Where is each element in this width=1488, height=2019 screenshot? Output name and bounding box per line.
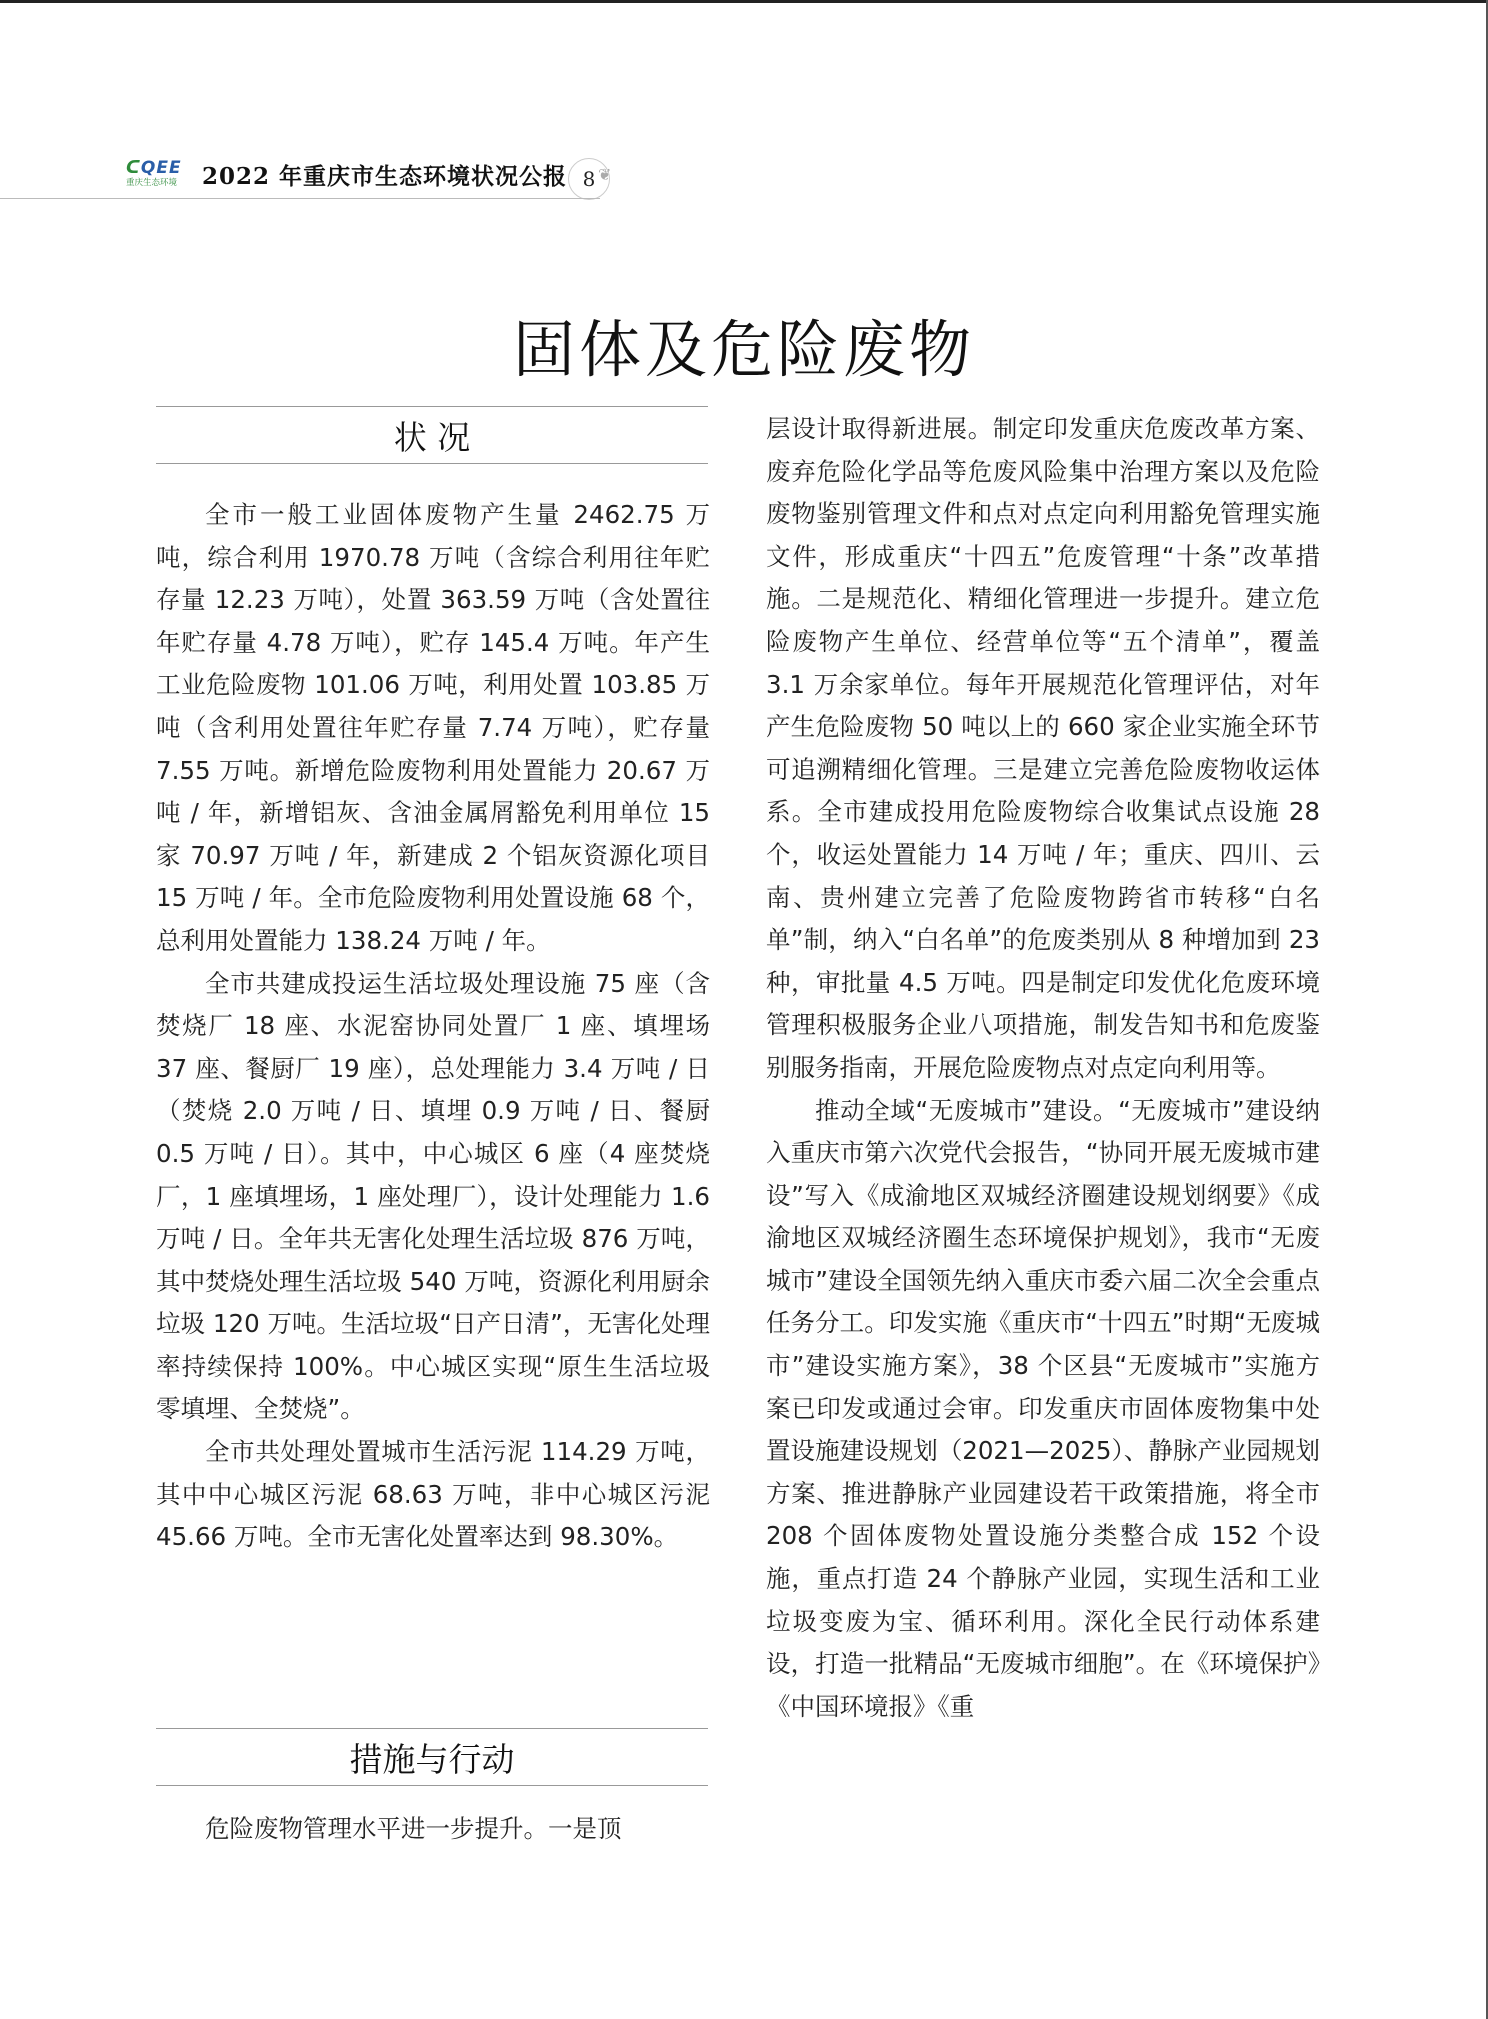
report-title: 2022 年重庆市生态环境状况公报 (202, 163, 568, 190)
paragraph-actions-intro: 危险废物管理水平进一步提升。一是顶 (205, 1814, 622, 1843)
chapter-title: 固体及危险废物 (512, 312, 975, 386)
right-column (766, 408, 1320, 1728)
header-divider (0, 198, 600, 199)
paragraph-zero-waste-city: 推动全域“无废城市”建设。“无废城市”建设纳入重庆市第六次党代会报告，“协同开展无废城市建设”写入《成渝地区双城经济圈建设规划纲要》《成渝地区双城经济圈生态环境保护规划》，我市“无废城市”建设全国领先纳入重庆市委六届二次全会重点任务分工。印发实施《重庆市“十四五”时期“无废城市”建设实施方案》，38 个区县“无废城市”实施方案已印发或通过会审。印发重庆市固体废物集中处置设施建设规划（2021—2025）、静脉产业园规划方案、推进静脉产业园建设若干政策措施，将全市 208 个固体废物处置设施分类整合成 152 个设施，重点打造 24 个静脉产业园，实现生活和工业垃圾变废为宝、循环利用。深化全民行动体系建设，打造一批精品“无废城市细胞”。在《环境保护》《中国环境报》《重 (766, 1095, 1320, 1721)
paragraph-domestic-waste: 全市共建成投运生活垃圾处理设施 75 座（含焚烧厂 18 座、水泥窑协同处置厂 1 座、填埋场 37 座、餐厨厂 19 座），总处理能力 3.4 万吨 / 日（焚烧 2.0 万吨 / 日、填埋 0.9 万吨 / 日、餐厨 0.5 万吨 / 日）。其中，中心城区 6 座（4 座焚烧厂，1 座填埋场，1 座处理厂），设计处理能力 1.6 万吨 / 日。全年共无害化处理生活垃圾 876 万吨，其中焚烧处理生活垃圾 540 万吨，资源化利用厨余垃圾 120 万吨。生活垃圾“日产日清”，无害化处理率持续保持 100%。中心城区实现“原生生活垃圾零填埋、全焚烧”。 (156, 968, 710, 1424)
page-top-border (0, 0, 1488, 3)
left-column (156, 494, 710, 1559)
section-heading-status: 状 况 (156, 406, 708, 464)
paragraph-sludge: 全市共处理处置城市生活污泥 114.29 万吨，其中中心城区污泥 68.63 万吨，非中心城区污泥 45.66 万吨。全市无害化处置率达到 98.30%。 (156, 1437, 710, 1552)
logo-mark: ᑕQEE (126, 158, 182, 178)
cqee-logo (126, 160, 192, 194)
logo-text: 重庆生态环境 (126, 178, 178, 188)
paragraph-industrial-waste: 全市一般工业固体废物产生量 2462.75 万吨，综合利用 1970.78 万吨（含综合利用往年贮存量 12.23 万吨），处置 363.59 万吨（含处置往年贮存量 4.78 万吨），贮存 145.4 万吨。年产生工业危险废物 101.06 万吨，利用处置 103.85 万吨（含利用处置往年贮存量 7.74 万吨），贮存量 7.55 万吨。新增危险废物利用处置能力 20.67 万吨 / 年，新增铝灰、含油金属屑豁免利用单位 15 家 70.97 万吨 / 年，新建成 2 个铝灰资源化项目 15 万吨 / 年。全市危险废物利用处置设施 68 个，总利用处置能力 138.24 万吨 / 年。 (156, 500, 710, 955)
laurel-icon: ❦ (598, 165, 612, 184)
left-column-actions (156, 1808, 710, 1851)
page-number: 8 (582, 167, 596, 191)
section-heading-actions: 措施与行动 (156, 1728, 708, 1786)
paragraph-hazardous-management: 层设计取得新进展。制定印发重庆危废改革方案、废弃危险化学品等危废风险集中治理方案以及危险废物鉴别管理文件和点对点定向利用豁免管理实施文件，形成重庆“十四五”危废管理“十条”改革措施。二是规范化、精细化管理进一步提升。建立危险废物产生单位、经营单位等“五个清单”，覆盖 3.1 万余家单位。每年开展规范化管理评估，对年产生危险废物 50 吨以上的 660 家企业实施全环节可追溯精细化管理。三是建立完善危险废物收运体系。全市建成投用危险废物综合收集试点设施 28 个，收运处置能力 14 万吨 / 年；重庆、四川、云南、贵州建立完善了危险废物跨省市转移“白名单”制，纳入“白名单”的危废类别从 8 种增加到 23 种，审批量 4.5 万吨。四是制定印发优化危废环境管理积极服务企业八项措施，制发告知书和危废鉴别服务指南，开展危险废物点对点定向利用等。 (766, 414, 1320, 1082)
leaf-icon: ᑕ (126, 158, 141, 178)
